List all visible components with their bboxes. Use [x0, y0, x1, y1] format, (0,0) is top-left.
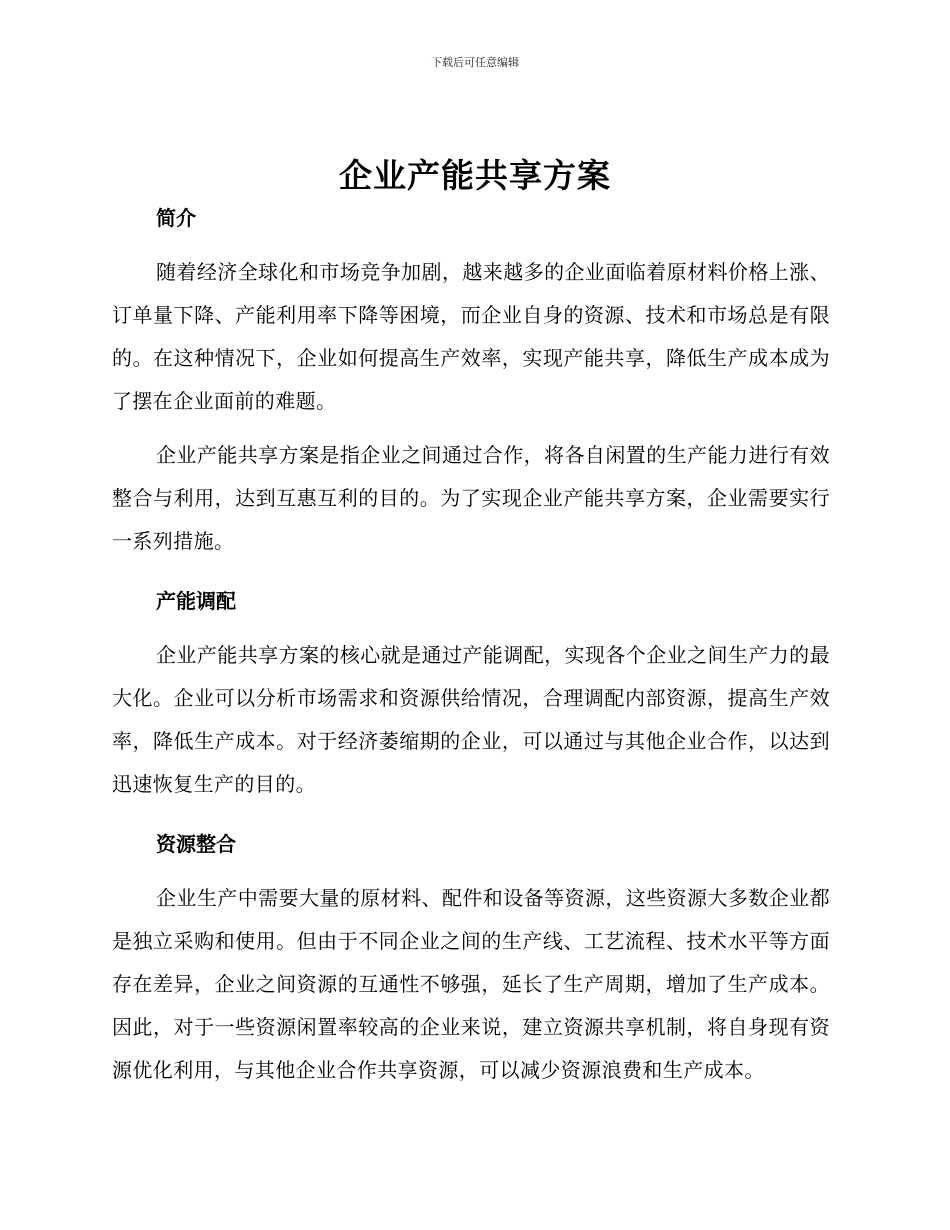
paragraph: 企业产能共享方案是指企业之间通过合作，将各自闲置的生产能力进行有效整合与利用，达到互惠互利的目的。为了实现企业产能共享方案，企业需要实行一系列措施。 [112, 443, 830, 553]
header-note: 下载后可任意编辑 [431, 56, 519, 69]
section-heading-resources: 资源整合 [156, 832, 236, 856]
section-heading-intro: 简介 [156, 206, 196, 230]
paragraph: 企业生产中需要大量的原材料、配件和设备等资源，这些资源大多数企业都是独立采购和使用。但由于不同企业之间的生产线、工艺流程、技术水平等方面存在差异，企业之间资源的互通性不够强，延长了生产周期，增加了生产成本。因此，对于一些资源闲置率较高的企业来说，建立资源共享机制，将自身现有资源优化利用，与其他企业合作共享资源，可以减少资源浪费和生产成本。 [112, 886, 830, 1082]
document-body [112, 196, 830, 1092]
paragraph: 随着经济全球化和市场竞争加剧，越来越多的企业面临着原材料价格上涨、订单量下降、产能利用率下降等困境，而企业自身的资源、技术和市场总是有限的。在这种情况下，企业如何提高生产效率，实现产能共享，降低生产成本成为了摆在企业面前的难题。 [112, 260, 830, 413]
paragraph: 企业产能共享方案的核心就是通过产能调配，实现各个企业之间生产力的最大化。企业可以分析市场需求和资源供给情况，合理调配内部资源，提高生产效率，降低生产成本。对于经济萎缩期的企业，可以通过与其他企业合作，以达到迅速恢复生产的目的。 [112, 643, 830, 796]
document-title: 企业产能共享方案 [339, 156, 611, 195]
section-heading-capacity: 产能调配 [156, 589, 236, 613]
